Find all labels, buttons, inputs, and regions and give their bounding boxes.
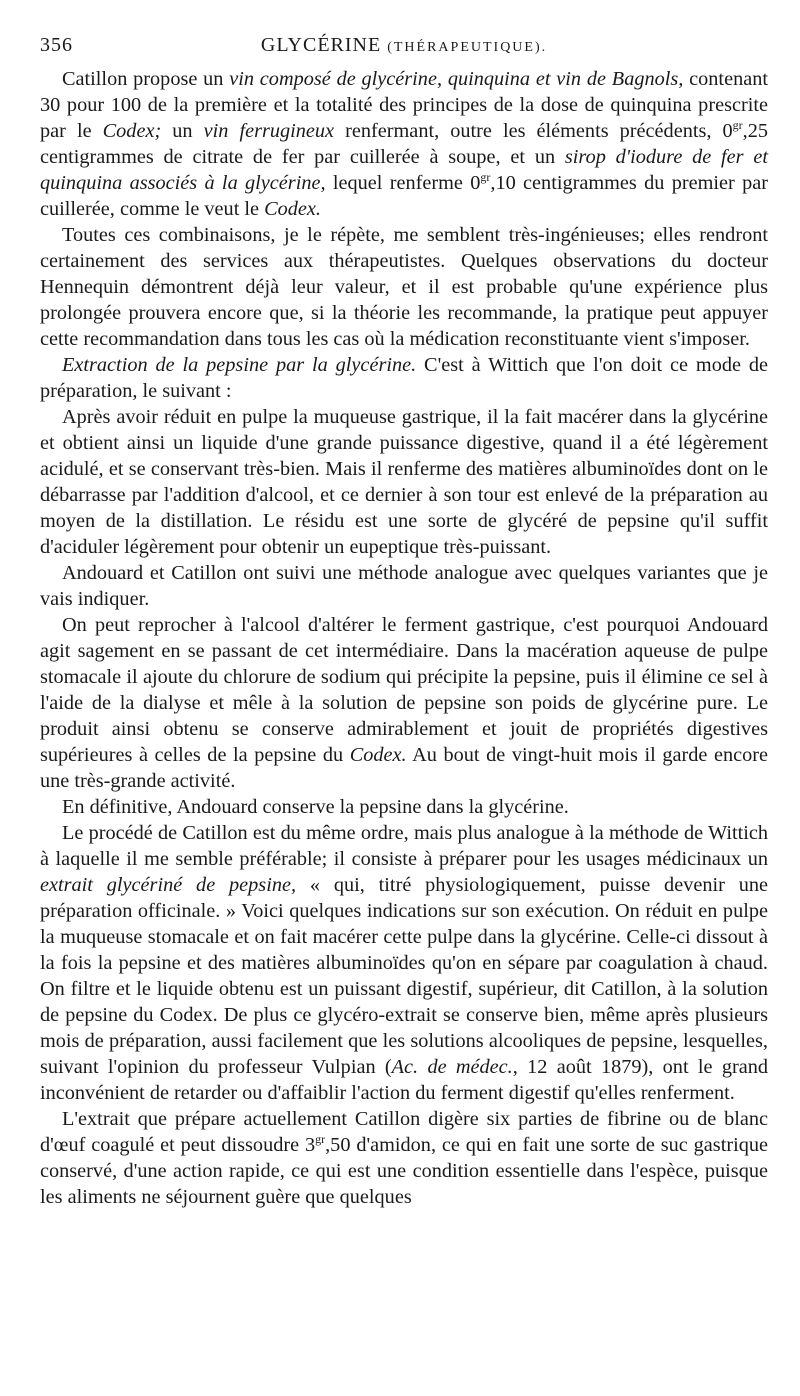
text-run: , 12 août 1879), ont le grand inconvénient de retarder ou d'affaiblir l'action du ferment digestif qu'elles renferment. — [40, 1056, 769, 1104]
text-run: Au bout de vingt-huit mois il garde encore une très-grande activité. — [40, 744, 769, 792]
page-title — [40, 33, 768, 60]
paragraph-7: En définitive, Andouard conserve la pepsine dans la glycérine. — [62, 796, 569, 818]
italic-run: vin ferrugineux — [203, 120, 335, 142]
body-text — [40, 66, 768, 1210]
italic-run: sirop d'iodure de fer et quinquina associés à la glycérine, — [40, 146, 768, 194]
superscript: gr — [315, 1132, 326, 1147]
paragraph-5: Andouard et Catillon ont suivi une méthode analogue avec quelques variantes que je vais indiquer. — [40, 562, 768, 610]
text-run: ,50 d'amidon, ce qui en fait une sorte de suc gastrique conservé, d'une action rapide, ce qui est une condition essentielle dans l'espèce, puisque les aliments ne séjournent guère que quelques — [40, 1134, 768, 1208]
italic-run: Extraction de la pepsine par la glycérine. — [62, 354, 417, 376]
text-run: ,10 centigrammes du premier par cuillerée, comme le veut le — [40, 172, 768, 220]
italic-run: vin composé de glycérine, quinquina et vin de Bagnols, — [229, 68, 684, 90]
paragraph-3 — [40, 352, 768, 404]
paragraph-6 — [40, 612, 768, 794]
text-run: Catillon propose un — [62, 68, 230, 90]
text-run: Le procédé de Catillon est du même ordre, mais plus analogue à la méthode de Wittich à laquelle il me semble préférable; il consiste à préparer pour les usages médicinaux un — [40, 822, 768, 870]
text-run: contenant 30 pour 100 de la première et la totalité des principes de la dose de quinquina prescrite par le — [40, 68, 768, 142]
text-run: ,25 centigrammes de citrate de fer par cuillerée à soupe, et un — [40, 120, 768, 168]
paragraph-1 — [40, 66, 768, 222]
text-run: un — [161, 120, 204, 142]
superscript: gr — [732, 118, 743, 133]
text-run: L'extrait que prépare actuellement Catillon digère six parties de fibrine ou de blanc d'œuf coagulé et peut dissoudre 3 — [40, 1108, 768, 1156]
italic-run: Codex; — [102, 120, 162, 142]
header-subtitle: (THÉRAPEUTIQUE). — [387, 40, 548, 55]
text-run: « qui, titré physiologiquement, puisse devenir une préparation officinale. » Voici quelques indications sur son exécution. On réduit en pulpe la muqueuse stomacale et on fait macérer cette pulpe dans la glycérine. Celle-ci dissout à la fois la pepsine et des matières albuminoïdes qu'on en sépare par coagulation à chaud. On filtre et le liquide obtenu est un puissant digestif, supérieur, dit Catillon, à la solution de pepsine du Codex. De plus ce glycéro-extrait se conserve bien, même après plusieurs mois de préparation, aussi facilement que les solutions alcooliques de pepsine, lesquelles, suivant l'opinion du professeur Vulpian ( — [40, 874, 768, 1078]
page-number: 356 — [40, 34, 73, 56]
text-run: lequel renferme 0 — [325, 172, 481, 194]
paragraph-8 — [40, 820, 768, 1106]
paragraph-9 — [40, 1106, 768, 1210]
superscript: gr — [480, 170, 491, 185]
text-run: renfermant, outre les éléments précédents, 0 — [334, 120, 733, 142]
paragraph-2: Toutes ces combinaisons, je le répète, me semblent très-ingénieuses; elles rendront certainement des services aux thérapeutistes. Quelques observations du docteur Hennequin démontrent déjà leur valeur, et il est probable qu'une expérience plus prolongée prouvera encore que, si la théorie les recommande, la pratique peut appuyer cette recommandation dans tous les cas où la médication reconstituante vient s'imposer. — [40, 224, 768, 350]
paragraph-4: Après avoir réduit en pulpe la muqueuse gastrique, il la fait macérer dans la glycérine et obtient ainsi un liquide d'une grande puissance digestive, quand il a été légèrement acidulé, et se conservant très-bien. Mais il renferme des matières albuminoïdes dont on le débarrasse par l'addition d'alcool, et ce dernier à son tour est enlevé de la préparation au moyen de la distillation. Le résidu est une sorte de glycéré de pepsine qu'il suffit d'aciduler légèrement pour obtenir un eupeptique très-puissant. — [40, 406, 768, 558]
text-run: On peut reprocher à l'alcool d'altérer le ferment gastrique, c'est pourquoi Andouard agit sagement en se passant de cet intermédiaire. Dans la macération aqueuse de pulpe stomacale il ajoute du chlorure de sodium qui précipite la pepsine, puis il élimine ce sel à l'aide de la dialyse et mêle à la solution de pepsine son poids de glycérine pure. Le produit ainsi obtenu se conserve admirablement et jouit de propriétés digestives supérieures à celles de la pepsine du — [40, 614, 768, 766]
italic-run: Ac. de médec. — [391, 1056, 513, 1078]
italic-run: Codex. — [349, 744, 407, 766]
header-title: GLYCÉRINE — [260, 34, 382, 56]
italic-run: Codex. — [264, 198, 322, 220]
text-run: C'est à Wittich que l'on doit ce mode de préparation, le suivant : — [40, 354, 768, 402]
italic-run: extrait glycériné de pepsine, — [40, 874, 297, 896]
